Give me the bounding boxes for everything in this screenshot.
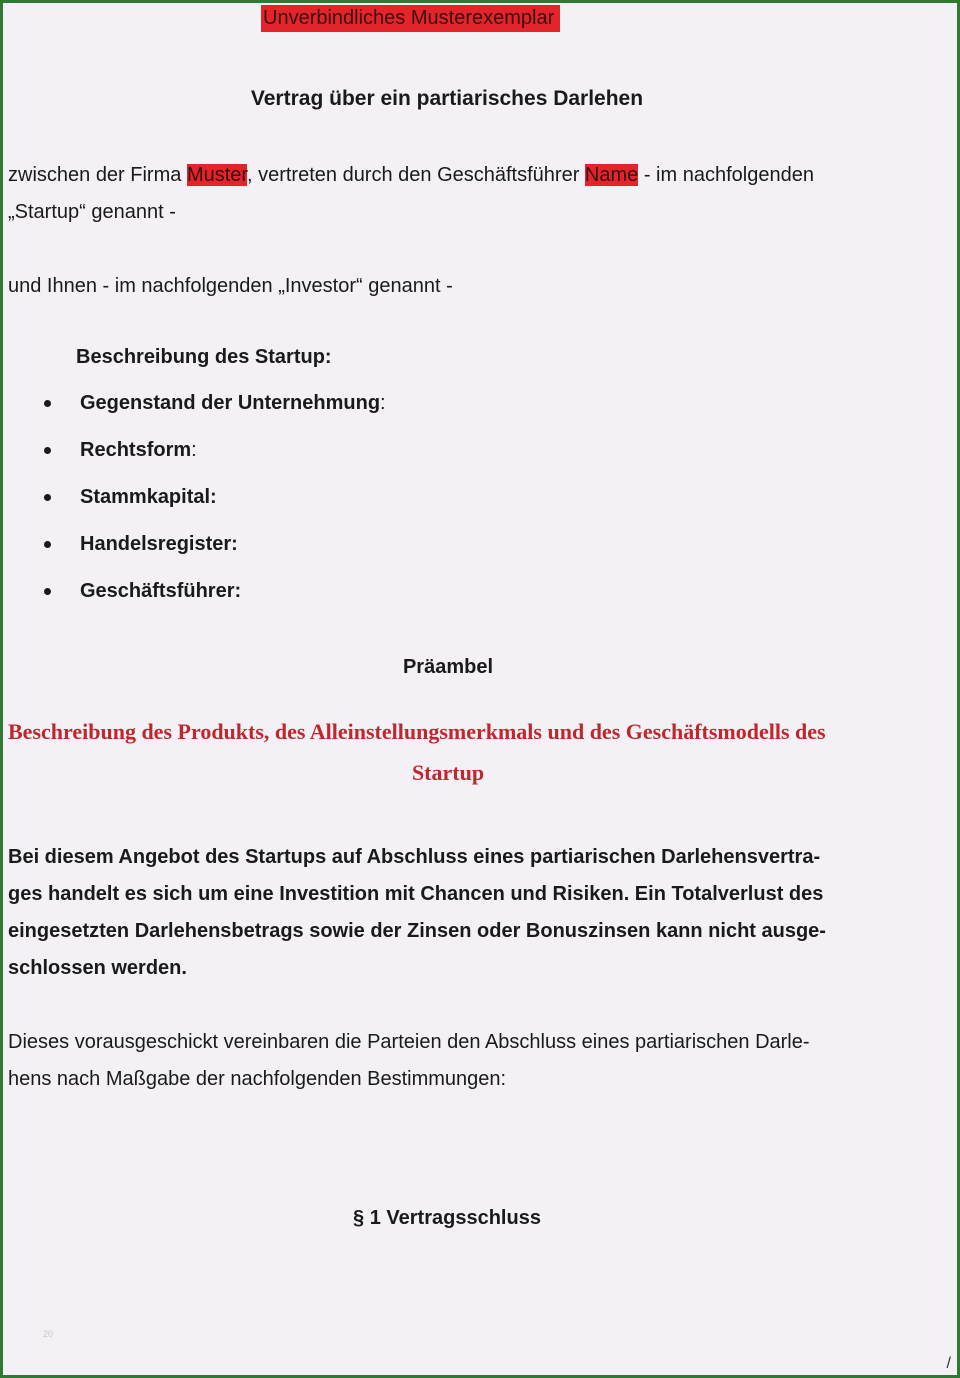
parties-text-a: zwischen der Firma bbox=[8, 164, 187, 186]
contract-title: Vertrag über ein partiarisches Darlehen bbox=[250, 87, 644, 110]
company-placeholder: Muster bbox=[186, 164, 247, 186]
list-item-label: Handelsregister: bbox=[80, 533, 238, 555]
list-item bbox=[41, 427, 386, 474]
bullet-icon bbox=[44, 494, 51, 501]
agreement-line: Dieses vorausgeschickt vereinbaren die Parteien den Abschluss eines partiarischen Darle- bbox=[8, 1031, 810, 1053]
parties-line-2: „Startup“ genannt - bbox=[8, 201, 176, 223]
parties-text-b: , vertreten durch den Geschäftsführer bbox=[246, 164, 585, 186]
parties-line-1 bbox=[8, 157, 814, 194]
risk-notice-line: schlossen werden. bbox=[8, 957, 187, 979]
product-description-line-1: Beschreibung des Produkts, des Alleinstellungsmerkmals und des Geschäftsmodells des bbox=[8, 719, 826, 744]
bullet-icon bbox=[44, 447, 51, 454]
list-item-label: Geschäftsführer: bbox=[80, 580, 242, 602]
product-description-placeholder bbox=[8, 711, 888, 793]
bullet-icon bbox=[44, 400, 51, 407]
bullet-icon bbox=[44, 541, 51, 548]
list-item bbox=[41, 474, 386, 521]
page-number: 20 bbox=[43, 1329, 54, 1339]
startup-description-list bbox=[41, 380, 386, 615]
list-item-suffix: : bbox=[380, 392, 386, 414]
parties-text-c: - im nachfolgenden bbox=[638, 164, 814, 186]
list-item-label: Gegenstand der Unternehmung bbox=[80, 392, 381, 414]
sample-banner: Unverbindliches Musterexemplar bbox=[261, 5, 560, 32]
product-description-line-2: Startup bbox=[411, 760, 485, 785]
list-item-suffix: : bbox=[191, 439, 197, 461]
list-item bbox=[41, 380, 386, 427]
parties-line-3: und Ihnen - im nachfolgenden „Investor“ genannt - bbox=[8, 275, 453, 297]
agreement-line: hens nach Maßgabe der nachfolgenden Bestimmungen: bbox=[8, 1068, 507, 1090]
corner-mark: / bbox=[946, 1355, 951, 1372]
bullet-icon bbox=[44, 588, 51, 595]
list-item-label: Stammkapital: bbox=[80, 486, 217, 508]
risk-notice-line: ges handelt es sich um eine Investition mit Chancen und Risiken. Ein Totalverlust des bbox=[8, 883, 824, 905]
preamble-heading: Präambel bbox=[402, 656, 494, 678]
list-item bbox=[41, 521, 386, 568]
risk-notice-line: Bei diesem Angebot des Startups auf Abschluss eines partiarischen Darlehensvertra- bbox=[8, 846, 821, 868]
risk-notice-line: eingesetzten Darlehensbetrags sowie der Zinsen oder Bonuszinsen kann nicht ausge- bbox=[8, 920, 826, 942]
list-item-label: Rechtsform bbox=[80, 439, 192, 461]
name-placeholder: Name bbox=[584, 164, 639, 186]
risk-notice-paragraph bbox=[8, 839, 826, 987]
startup-description-heading: Beschreibung des Startup: bbox=[76, 346, 332, 368]
agreement-paragraph bbox=[8, 1024, 810, 1098]
section-1-heading: § 1 Vertragsschluss bbox=[353, 1207, 541, 1229]
list-item bbox=[41, 568, 386, 615]
